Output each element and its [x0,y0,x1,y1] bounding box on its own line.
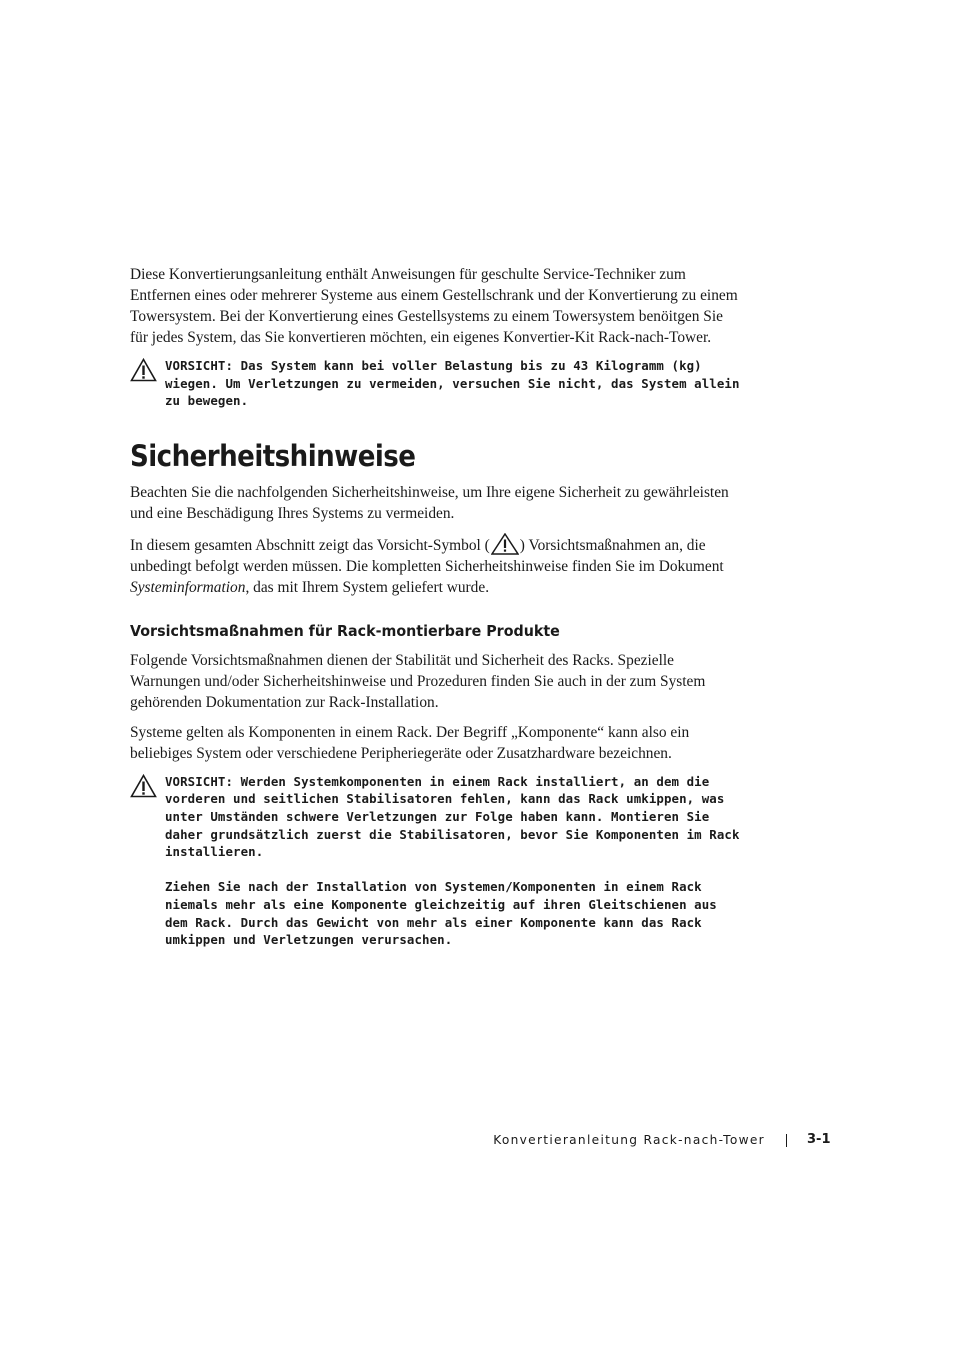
caution-text-1: VORSICHT: Werden Systemkomponenten in einem Rack installiert, an dem die vorderen und seitlichen Stabilisatoren fehlen, kann das Rack umkippen, was unter Umständen schwere Verletzungen zur Folge haben kann. Montieren Sie daher grundsätzlich zuerst die Stabilisatoren, bevor Sie Komponenten im Rack installieren. [165,773,740,860]
page-number: 3-1 [807,1132,831,1147]
subsection-paragraph-1: Folgende Vorsichtsmaßnahmen dienen der Stabilität und Sicherheit des Racks. Spezielle Warnungen und/oder Sicherheitshinweise und Prozeduren finden Sie auch in der zum System gehörenden Dokumentation zur Rack-Installation. [130,651,706,711]
intro-paragraph: Diese Konvertierungsanleitung enthält Anweisungen für geschulte Service-Techniker zum Entfernen eines oder mehrerer Systeme aus einem Gestellschrank und der Konvertierung zu einem Towersystem. Bei der Konvertierung eines Gestellsystems zu einem Towersystem benöitgen Sie für jedes System, das Sie konvertieren möchten, ein eigenes Konvertier-Kit Rack-nach-Tower. [130,266,738,346]
caution-text-2: Ziehen Sie nach der Installation von Systemen/Komponenten in einem Rack niemals mehr als eine Komponente gleichzeitig auf ihren Gleitschienen aus dem Rack. Durch das Gewicht von mehr als einer Komponente kann das Rack umkippen und Verletzungen verursachen. [165,879,717,948]
subsection-title: Vorsichtsmaßnahmen für Rack-montierbare Produkte [130,621,560,640]
p2-text-after: ) Vorsichtsmaßnahmen an, die unbedingt befolgt werden müssen. Die kompletten Sicherheitshinweise finden Sie im Dokument [130,536,724,575]
section-paragraph-1: Beachten Sie die nachfolgenden Sicherheitshinweise, um Ihre eigene Sicherheit zu gewährleisten und eine Beschädigung Ihres Systems zu vermeiden. [130,483,729,522]
p2-text-before: In diesem gesamten Abschnitt zeigt das Vorsicht-Symbol ( [130,536,490,554]
warning-triangle-icon [130,358,157,382]
footer-document-title: Konvertieranleitung Rack-nach-Tower [493,1133,765,1147]
page-content [130,264,740,949]
warning-triangle-icon [130,774,157,798]
p2-text-end: , das mit Ihrem System geliefert wurde. [245,578,490,596]
caution-notice-rack [130,773,740,949]
caution-text: VORSICHT: Das System kann bei voller Belastung bis zu 43 Kilogramm (kg) wiegen. Um Verletzungen zu vermeiden, versuchen Sie nicht, das System allein zu bewegen. [165,358,740,409]
section-title: Sicherheitshinweise [130,438,416,473]
document-title-reference: Systeminformation [130,578,246,596]
warning-triangle-icon [491,533,519,555]
footer-separator [786,1134,787,1147]
page-footer [0,1131,954,1151]
section-paragraph-2 [130,533,740,598]
caution-notice-weight [130,357,740,410]
subsection-paragraph-2: Systeme gelten als Komponenten in einem Rack. Der Begriff „Komponente“ kann also ein beliebiges System oder verschiedene Peripheriegeräte oder Zusatzhardware bezeichnen. [130,723,690,762]
